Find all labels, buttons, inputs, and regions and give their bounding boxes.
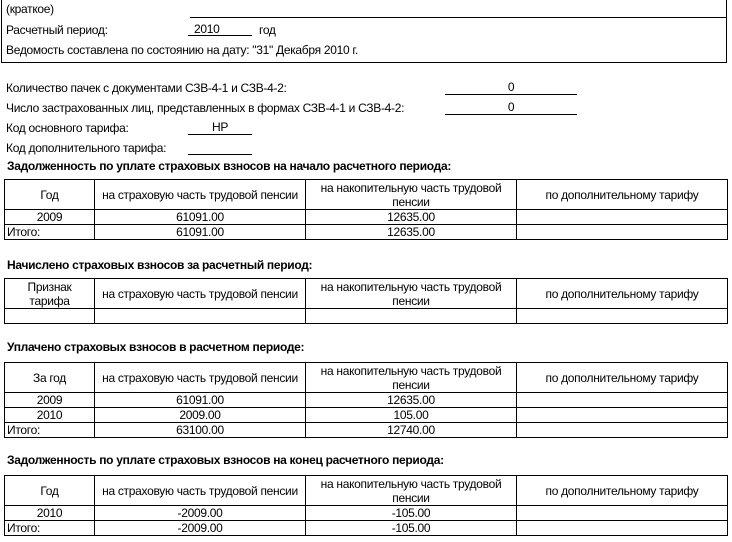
table-row (5, 506, 728, 521)
extra-tariff-value (188, 140, 252, 155)
table-cell (95, 309, 306, 324)
table-cell: 12740.00 (306, 423, 517, 438)
paid-table (4, 362, 728, 438)
table-cell (517, 210, 728, 225)
table-row (5, 210, 728, 225)
accrued-title: Начислено страховых взносов за расчетный период: (7, 258, 313, 272)
table-cell (306, 309, 517, 324)
table-cell: -105.00 (306, 521, 517, 536)
column-header: на страховую часть трудовой пенсии (95, 363, 306, 393)
column-header: по дополнительному тарифу (517, 279, 728, 309)
table-cell: 12635.00 (306, 393, 517, 408)
table-cell: 2009 (5, 210, 95, 225)
column-header: на страховую часть трудовой пенсии (95, 279, 306, 309)
table-cell (517, 309, 728, 324)
table-row (5, 408, 728, 423)
column-header: на накопительную часть трудовой пенсии (306, 180, 517, 210)
table-cell (517, 506, 728, 521)
statement-date: Ведомость составлена по состоянию на дату: "31" Декабря 2010 г. (6, 43, 359, 57)
table-cell: -2009.00 (95, 506, 306, 521)
table-cell: Итого: (5, 225, 95, 240)
table-cell (517, 393, 728, 408)
persons-value: 0 (445, 100, 577, 115)
paid-title: Уплачено страховых взносов в расчетном периоде: (7, 340, 305, 354)
table-cell: -2009.00 (95, 521, 306, 536)
table-cell: 12635.00 (306, 210, 517, 225)
table-cell: Итого: (5, 521, 95, 536)
table-cell: 2010 (5, 408, 95, 423)
column-header: по дополнительному тарифу (517, 363, 728, 393)
table-row (5, 309, 728, 324)
table-cell: 61091.00 (95, 210, 306, 225)
debt-end-table (4, 475, 728, 536)
table-cell: Итого: (5, 423, 95, 438)
column-header: на накопительную часть трудовой пенсии (306, 476, 517, 506)
table-row (5, 423, 728, 438)
table-cell: 105.00 (306, 408, 517, 423)
table-header-row (5, 279, 728, 309)
table-row (5, 393, 728, 408)
table-cell: 2009 (5, 393, 95, 408)
table-cell: 61091.00 (95, 393, 306, 408)
extra-tariff-label: Код дополнительного тарифа: (6, 141, 167, 155)
main-tariff-value: НР (188, 120, 252, 135)
column-header: Год (5, 180, 95, 210)
packs-value: 0 (445, 80, 577, 95)
column-header: Год (5, 476, 95, 506)
table-header-row (5, 363, 728, 393)
period-label: Расчетный период: (6, 23, 108, 37)
persons-label: Число застрахованных лиц, представленных в формах СЗВ-4-1 и СЗВ-4-2: (6, 101, 405, 115)
column-header: по дополнительному тарифу (517, 476, 728, 506)
table-cell: 63100.00 (95, 423, 306, 438)
table-row (5, 225, 728, 240)
table-cell (517, 408, 728, 423)
debt-end-title: Задолженность по уплате страховых взносов на конец расчетного периода: (7, 453, 444, 467)
table-cell: 61091.00 (95, 225, 306, 240)
table-cell: 2009.00 (95, 408, 306, 423)
table-cell: 12635.00 (306, 225, 517, 240)
column-header: За год (5, 363, 95, 393)
table-header-row (5, 476, 728, 506)
column-header: на накопительную часть трудовой пенсии (306, 279, 517, 309)
table-cell: -105.00 (306, 506, 517, 521)
column-header: по дополнительному тарифу (517, 180, 728, 210)
table-cell (517, 521, 728, 536)
table-cell: 2010 (5, 506, 95, 521)
packs-label: Количество пачек с документами СЗВ-4-1 и СЗВ-4-2: (6, 81, 287, 95)
accrued-table (4, 278, 728, 324)
table-cell (517, 225, 728, 240)
column-header: Признак тарифа (5, 279, 95, 309)
table-cell (517, 423, 728, 438)
column-header: на страховую часть трудовой пенсии (95, 476, 306, 506)
table-row (5, 521, 728, 536)
period-value: 2010 (188, 22, 252, 36)
debt-start-table (4, 179, 728, 240)
short-name-field[interactable] (190, 3, 726, 18)
period-unit: год (259, 23, 276, 37)
column-header: на страховую часть трудовой пенсии (95, 180, 306, 210)
short-name-label: (краткое) (6, 2, 54, 16)
table-header-row (5, 180, 728, 210)
debt-start-title: Задолженность по уплате страховых взносов на начало расчетного периода: (7, 159, 452, 173)
main-tariff-label: Код основного тарифа: (6, 121, 129, 135)
column-header: на накопительную часть трудовой пенсии (306, 363, 517, 393)
table-cell (5, 309, 95, 324)
